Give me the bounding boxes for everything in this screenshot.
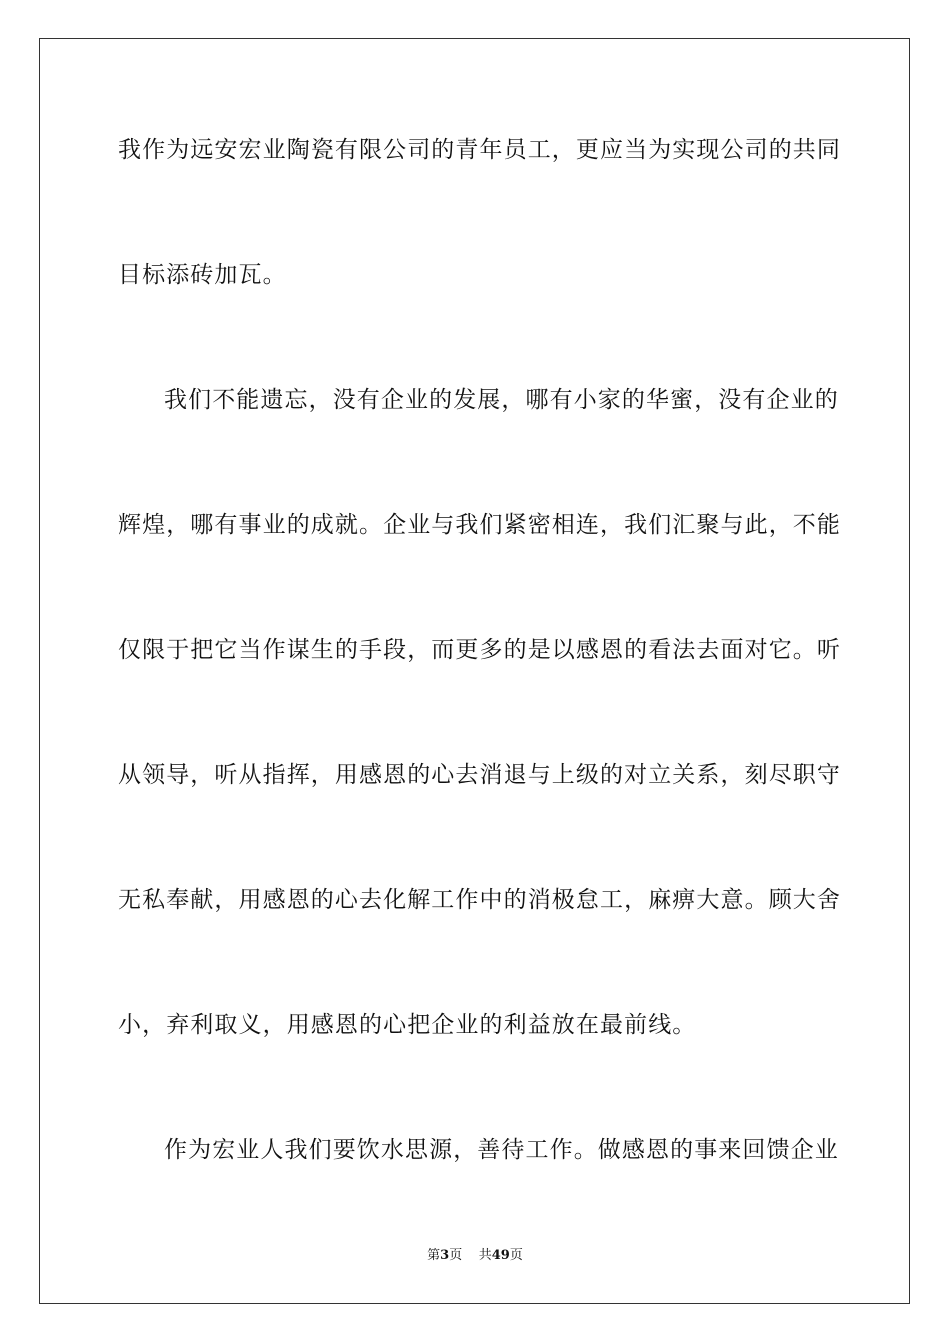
footer-page-number: 3 bbox=[440, 1248, 450, 1263]
footer-prefix: 第 bbox=[427, 1248, 441, 1263]
footer-total-prefix: 共 bbox=[478, 1248, 492, 1263]
paragraph-line: 我们不能遗忘，没有企业的发展，哪有小家的华蜜，没有企业的 bbox=[164, 387, 839, 413]
footer-total-suffix: 页 bbox=[509, 1248, 523, 1263]
page-footer bbox=[0, 1247, 950, 1265]
paragraph-line: 辉煌，哪有事业的成就。企业与我们紧密相连，我们汇聚与此，不能 bbox=[118, 512, 841, 538]
paragraph-line: 目标添砖加瓦。 bbox=[118, 262, 287, 288]
paragraph-line: 无私奉献，用感恩的心去化解工作中的消极怠工，麻痹大意。顾大舍 bbox=[118, 887, 841, 913]
footer-total-pages: 49 bbox=[491, 1248, 510, 1263]
paragraph-line: 从领导，听从指挥，用感恩的心去消退与上级的对立关系，刻尽职守 bbox=[118, 762, 841, 788]
paragraph-line: 作为宏业人我们要饮水思源，善待工作。做感恩的事来回馈企业 bbox=[164, 1137, 839, 1163]
footer-page-suffix: 页 bbox=[449, 1248, 463, 1263]
paragraph-line: 我作为远安宏业陶瓷有限公司的青年员工，更应当为实现公司的共同 bbox=[118, 137, 841, 163]
page-frame bbox=[39, 38, 910, 1304]
paragraph-line: 仅限于把它当作谋生的手段，而更多的是以感恩的看法去面对它。听 bbox=[118, 637, 841, 663]
paragraph-line: 小，弃利取义，用感恩的心把企业的利益放在最前线。 bbox=[118, 1012, 697, 1038]
